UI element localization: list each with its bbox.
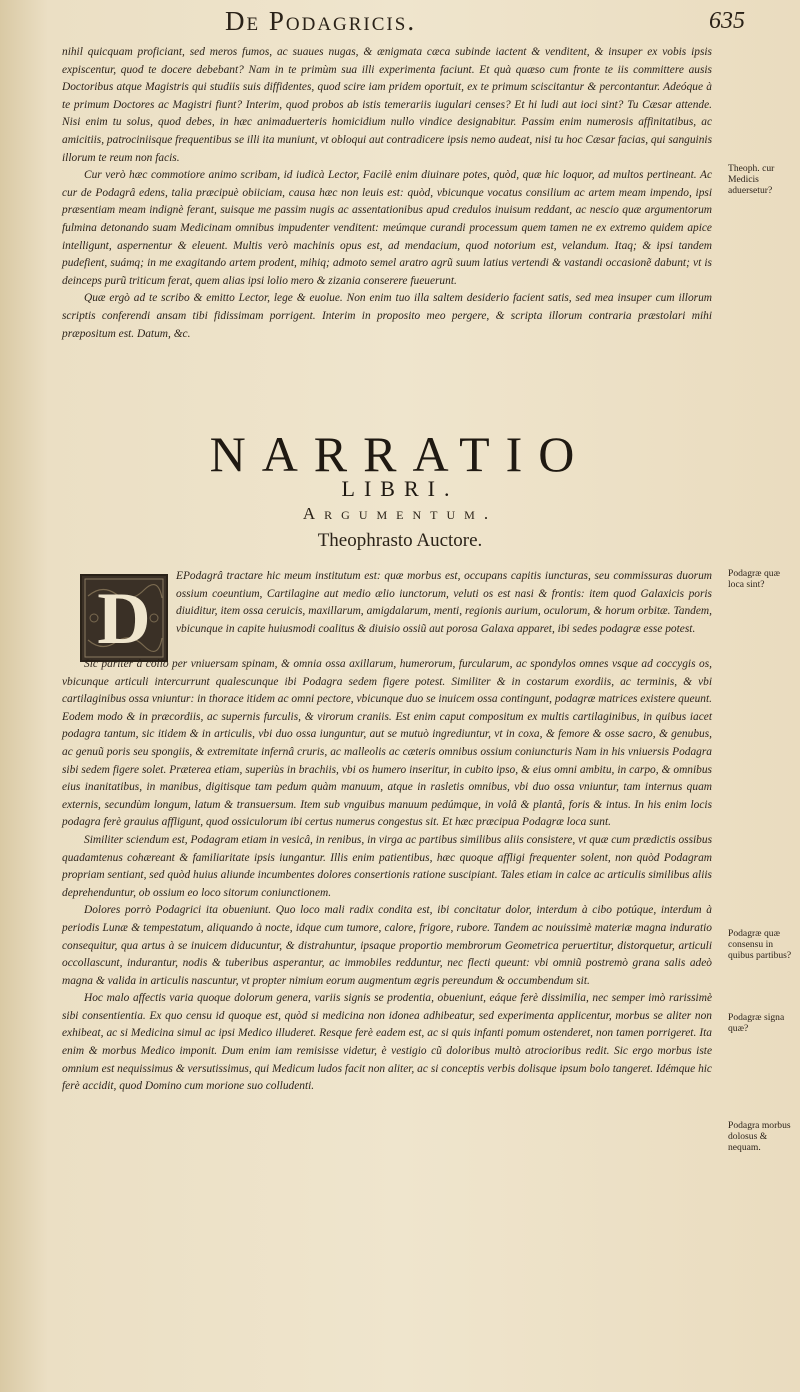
margin-note-5: Podagra morbus dolosus & nequam.	[728, 1120, 791, 1153]
page-number: 635	[709, 8, 745, 34]
decorated-initial	[80, 574, 168, 662]
intro-text	[62, 44, 712, 343]
first-paragraph	[176, 568, 712, 638]
margin-note-1: Theoph. cur Medicis aduersetur?	[728, 163, 775, 196]
margin-note-2: Podagræ quæ loca sint?	[728, 568, 780, 590]
intro-paragraph-2: Cur verò hæc commotiore animo scribam, id iudicà Lector, Facilè enim diuinare potes, quòd, quæ hic loquor, ad multos pertineant. Ac cur de Podagrâ edens, talia præcipuè obiiciam, causa hæc non leuis est: quòd, vbicunque vocatus consilium ac artem meam impendo, ipsi præsentiam meam indignè ferant, suisque me passim nugis ac assentationibus apud credulos inuisum reddant, ac nescio quæ argumentorum fulmina detonando suam Medicinam omnibus impudenter venditent: meúmque curandi processum quem tamen ne ex extremo quidem apice intelligunt, aspernentur & eleuent. Multis verò machinis opus est, ad mendacium, quod notorium est, velandum. Itaq; & ipsi tandem pudefient, suámq; in me exagitando artem prodent, mihiq; admoto semel aratro agrũ suum latius vertendi & vastandi occasionẽ dabunt; vt is deinceps purũ triticum ferat, quem alias ipsi lolio mero & zizania conserere fueuerunt.	[62, 169, 712, 287]
intro-paragraph-1: nihil quicquam proficiant, sed meros fumos, ac suaues nugas, & ænigmata cæca subinde iactent & venditent, & insuper ex vobis ipsis expiscentur, quod te docere debebant? Nam in te primùm sua illi experimenta faciunt. Et quà quæso cum fronte te iis committere ausis Doctoribus atque Magistris qui studiis suis diffidentes, quod scire iam pridem oportuit, ex te primum sciscitantur & percontantur. Adeóque à te primum Doctores ac Magistri fiunt? Interim, quod probos ab istis temerariis iugulari censes? Et hi ludi aut ioci sint? Tu Cæsar attende. Nisi enim tu solus, quod debes, in hæc animaduerteris homicidium nullo vindice designabitur. Passim enim numerosis affinitatibus, ac amicitiis, patrociniisque frequentibus se illi ita muniunt, vt obloqui aut contradicere ipsis nemo audeat, nisi tu hoc Cæsar facias, qui sanguinis illorum te reum non facis.	[62, 46, 712, 164]
main-paragraph-2: Similiter sciendum est, Podagram etiam in vesicâ, in renibus, in virga ac partibus similibus aliis consistere, vt quæ cum prædictis ossibus quadamtenus cohæreant & familiaritate ipsis iungantur. Illis enim patientibus, hæc quoque affligi frequenter solent, non quòd Podagram propriam sentiant, sed quòd huius aliunde incumbentes dolores consertionis ratione suscipiant. Tales etiam in calce ac articulis similibus aliis deprehenduntur, ob ossium eo loco sitorum coniunctionem.	[62, 833, 712, 899]
main-paragraph-3: Dolores porrò Podagrici ita obueniunt. Quo loco mali radix condita est, ibi concitatur dolor, interdum à cibo potúque, interdum à periodis Lunæ & tempestatum, aliquando à nocte, idque cum tumore, calore, frigore, rubore. Tandem ac nouissimè materiæ magna induratio consequitur, qua artus à se inuicem diducuntur, & distrahuntur, ipsaque proportio membrorum Geometrica peruertitur, distorquetur, articuli occollascunt, indurantur, nodis & tuberibus asperantur, ac immobiles redduntur, nec flecti queunt: vbi omniũ postremò grana salis adeò magna & valida in articulis nascuntur, vt propter nimium eorum augmentum ægris pereundum & occumbendum sit.	[62, 904, 712, 987]
author-line: Theophrasto Auctore.	[317, 530, 483, 551]
intro-paragraph-3: Quæ ergò ad te scribo & emitto Lector, lege & euolue. Non enim tuo illa saltem desiderio facient satis, sed mea insuper cum illorum scriptis conferendi ansam tibi fidissimam porrigent. Interim in proposito meo pergere, & scripta illorum contraria præstolari mihi præpositum est. Datum, &c.	[62, 292, 712, 340]
first-paragraph-text: EPodagrâ tractare hic meum institutum est: quæ morbus est, occupans capitis iuncturas, seu commissuras duorum ossium coeuntium, Cartilagine aut medio ælio iunctorum, veluti os est nasi & frontis: item quod Galaxicis poris diuiditur, item ossa ceruicis, maxillarum, amigdalarum, menti, regionis aurium, oculorum, & horum orbitæ. Tandem, vbicunque in capite huiusmodi coalitus & diuisio ossiũ aut porosa Galaxa apparet, ibi sedes podagræ esse potest.	[176, 570, 712, 635]
section-heading: NARRATIO	[209, 426, 591, 482]
running-head-title: De Podagricis.	[225, 6, 417, 36]
initial-letter: D	[97, 578, 151, 660]
main-paragraph-4: Hoc malo affectis varia quoque dolorum genera, variis signis se prodentia, obueniunt, eáque ferè dissimilia, nec semper imò rarissimè sibi consentientia. Ex quo censu id quoque est, quòd si medicina non idonea adhibeatur, sed experimenta applicentur, morbus se aliter non exhibeat, ac si Medicina simul ac ipsi Medico illuderet. Resque ferè eadem est, ac si quis infanti pomum ostenderet, non tamen porrigeret. Ita enim & morbus Medico imponit. Dum enim iam remisisse videtur, è vestigio cũ doloribus multò atrocioribus redit. Sic ergo morbus iste omnium est nequissimus & versutissimus, qui Medicum ludos facit non aliter, ac si conceptis verbis dolisque ipsum bolo tangeret. Idémque hic ferè accidit, quod Domino cum morione suo colludenti.	[62, 992, 712, 1093]
argumentum-heading: Argumentum.	[302, 504, 498, 523]
main-paragraph-1: Sic pariter à collo per vniuersam spinam, & omnia ossa axillarum, humerorum, furcularum, ac spondylos omnes vsque ad coccygis os, vbicunque articuli intercurrunt qualescunque ibi Podagra sedem figere potest. Similiter & in costarum exordiis, ac terminis, & vbi cartilaginibus ossa vniuntur: in thorace itidem ac omni pectore, vbicunque duo se inuicem ossa contingunt, podagræ matrices existere queunt. Eodem modo & in præcordiis, ac supernis furculis, & virorum craniis. Est enim caput compositum ex multis cartilaginibus, in quibus iacet podagra tantum, sic itidem & in articulis, vbi duo ossa iunguntur, aut se mutuò ingrediuntur, vt in coxa, & femore & osse sacro, & genubus, ac genuũ poris seu spongiis, & extremitate infernâ cruris, ac malleolis ac cæteris omnibus ossium coniuncturis Nam in his vniuersis Podagra sibi sedem figere solet. Præterea etiam, superiùs in brachiis, vbi os humero inseritur, in cubito ipso, & eius omni ambitu, in carpo, & omnibus eius inanitatibus, in manibus, digitisque tam pedum quàm manuum, atque in rasletis omnibus, vbi duo ossa vniuntur, tam internus quam externis, secundùm longum, latum & transuersum. Item sub vnguibus manuum pedúmque, in volâ & plantâ, foris & intus. In his enim locis podagra ferè grauius affligunt, quod ossiculorum ibi certus numerus congestus sit. Et hæc præcipua Podagræ loca sunt.	[62, 658, 712, 829]
margin-note-4: Podagræ signa quæ?	[728, 1012, 785, 1034]
margin-note-3: Podagræ quæ consensu in quibus partibus?	[728, 928, 792, 961]
running-head	[225, 6, 745, 40]
main-text	[62, 656, 712, 1096]
section-subheading: LIBRI.	[341, 476, 459, 501]
